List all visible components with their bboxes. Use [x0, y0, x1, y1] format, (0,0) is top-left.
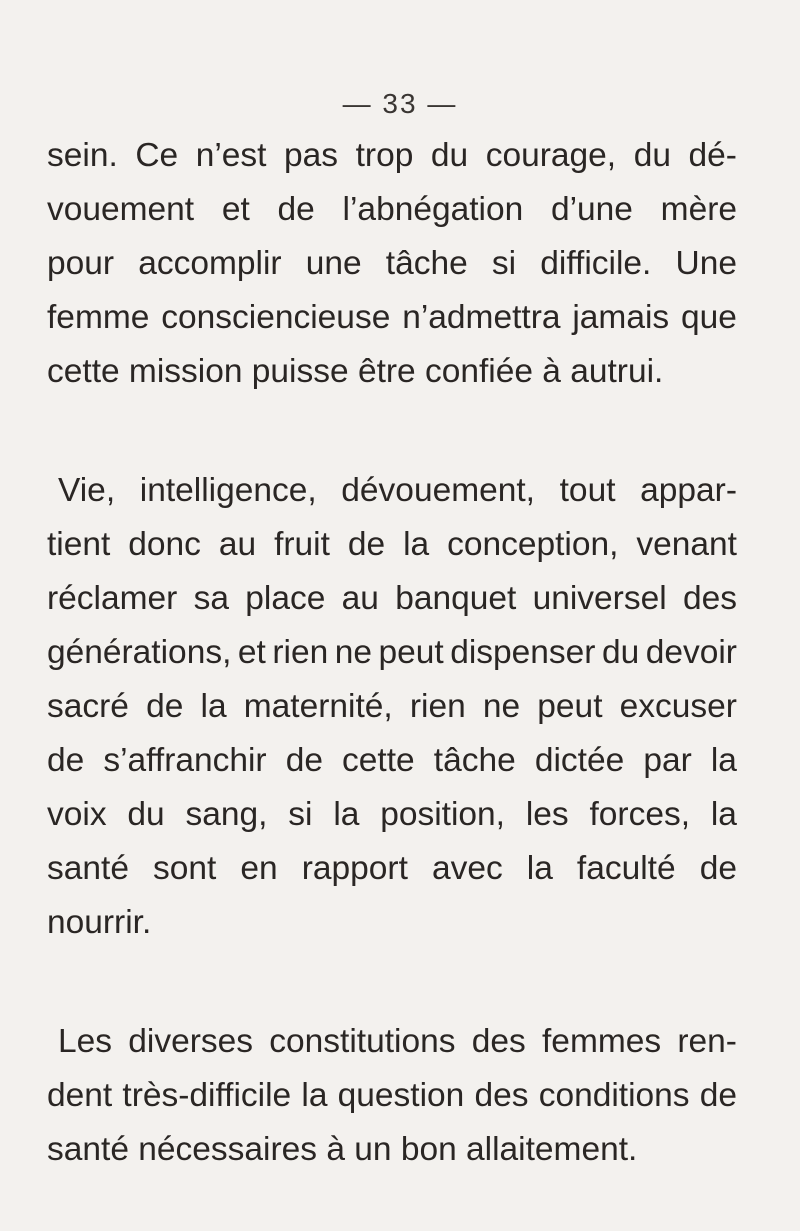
paragraph-3-line-3: santé nécessaires à un bon allaitement.	[47, 1131, 638, 1168]
paragraph-2-line-9: nourrir.	[47, 904, 152, 941]
paragraph-2-line-1: Vie, intelligence, dévouement, tout appar-	[58, 472, 737, 509]
paragraph-3-line-2: dent très-difficile la question des conditions de	[47, 1077, 737, 1114]
paragraph-3-line-1: Les diverses constitutions des femmes ren-	[58, 1023, 737, 1060]
paragraph-2-line-6: de s’affranchir de cette tâche dictée par la	[47, 742, 737, 779]
paragraph-1-line-1: sein. Ce n’est pas trop du courage, du dé-	[47, 137, 737, 174]
paragraph-1-line-3: pour accomplir une tâche si difficile. Une	[47, 245, 737, 282]
paragraph-2-line-2: tient donc au fruit de la conception, venant	[47, 526, 737, 563]
paragraph-2-line-5: sacré de la maternité, rien ne peut excuser	[47, 688, 737, 725]
paragraph-1-line-2: vouement et de l’abnégation d’une mère	[47, 191, 737, 228]
paragraph-2-line-7: voix du sang, si la position, les forces, la	[47, 796, 737, 833]
paragraph-1-line-5: cette mission puisse être confiée à autrui.	[47, 353, 664, 390]
paragraph-1-line-4: femme consciencieuse n’admettra jamais que	[47, 299, 737, 336]
paragraph-2-line-8: santé sont en rapport avec la faculté de	[47, 850, 737, 887]
paragraph-2-line-3: réclamer sa place au banquet universel des	[47, 580, 737, 617]
paragraph-2-line-4: générations, et rien ne peut dispenser du devoir	[47, 634, 737, 671]
page-number: — 33 —	[342, 88, 458, 119]
